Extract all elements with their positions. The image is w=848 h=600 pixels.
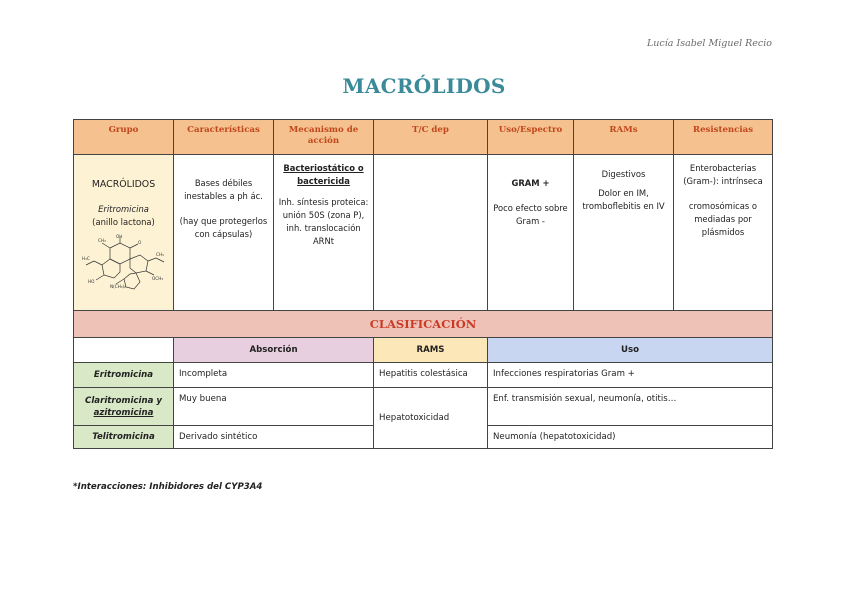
uso-value: Infecciones respiratorias Gram + bbox=[488, 363, 773, 388]
caracteristicas-line2: (hay que protegerlos con cápsulas) bbox=[179, 216, 268, 239]
absorcion-value: Derivado sintético bbox=[174, 426, 374, 449]
column-rams: RAMS bbox=[374, 338, 488, 363]
rams-value: Hepatitis colestásica bbox=[374, 363, 488, 388]
mecanismo-heading: Bacteriostático o bactericida bbox=[283, 163, 364, 186]
cell-rams bbox=[574, 155, 674, 312]
absorcion-value: Incompleta bbox=[174, 363, 374, 388]
svg-text:O: O bbox=[137, 240, 141, 245]
grupo-example: Eritromicina bbox=[98, 204, 149, 214]
header-mecanismo: Mecanismo de acción bbox=[274, 120, 374, 155]
table-body-row bbox=[74, 155, 773, 312]
header-caracteristicas: Características bbox=[174, 120, 274, 155]
drug-claritromicina-azitromicina bbox=[74, 388, 174, 426]
drug-eritromicina: Eritromicina bbox=[74, 363, 174, 388]
page-title: MACRÓLIDOS bbox=[342, 74, 506, 98]
header-tc-dep: T/C dep bbox=[374, 120, 488, 155]
uso-value: Enf. transmisión sexual, neumonía, otitis… bbox=[488, 388, 773, 426]
cell-mecanismo bbox=[274, 155, 374, 312]
drug-telitromicina: Telitromicina bbox=[74, 426, 174, 449]
rams-line2: Dolor en IM, tromboflebitis en IV bbox=[582, 188, 665, 211]
drug-claritromicina: Claritromicina y bbox=[85, 395, 162, 406]
column-uso: Uso bbox=[488, 338, 773, 363]
uso-line1: GRAM + bbox=[511, 178, 550, 188]
clasificacion-table bbox=[73, 310, 773, 449]
grupo-example-note: (anillo lactona) bbox=[92, 217, 155, 227]
svg-text:OH: OH bbox=[115, 234, 122, 239]
cell-uso bbox=[488, 155, 574, 312]
rams-line1: Digestivos bbox=[601, 169, 646, 179]
footnote-interacciones: *Interacciones: Inhibidores del CYP3A4 bbox=[73, 482, 263, 492]
svg-text:N(CH₃)₂: N(CH₃)₂ bbox=[109, 284, 126, 289]
mecanismo-detail: Inh. síntesis proteica: unión 50S (zona P), inh. translocación ARNt bbox=[278, 197, 369, 246]
resistencias-line2: cromosómicas o mediadas por plásmidos bbox=[688, 201, 758, 237]
resistencias-line1: Enterobacterias (Gram-): intrínseca bbox=[683, 163, 763, 186]
erythromycin-structure-image bbox=[80, 234, 168, 292]
empty-corner-cell bbox=[74, 338, 174, 363]
header-rams: RAMs bbox=[574, 120, 674, 155]
svg-text:H₃C: H₃C bbox=[81, 256, 90, 261]
cell-caracteristicas bbox=[174, 155, 274, 312]
header-uso: Uso/Espectro bbox=[488, 120, 574, 155]
macrolidos-table bbox=[73, 119, 773, 312]
clasificacion-header: CLASIFICACIÓN bbox=[74, 311, 773, 338]
drug-azitromicina: azitromicina bbox=[93, 407, 154, 418]
absorcion-value: Muy buena bbox=[174, 388, 374, 426]
svg-text:CH₃: CH₃ bbox=[155, 252, 164, 257]
cell-grupo bbox=[74, 155, 174, 312]
caracteristicas-line1: Bases débiles inestables a ph ác. bbox=[184, 178, 263, 201]
svg-text:CH₃: CH₃ bbox=[97, 238, 106, 243]
table-header-row bbox=[74, 120, 773, 155]
svg-text:HO: HO bbox=[87, 279, 94, 284]
table-row bbox=[74, 388, 773, 426]
uso-line2: Poco efecto sobre Gram - bbox=[493, 203, 568, 226]
cell-resistencias bbox=[674, 155, 773, 312]
header-resistencias: Resistencias bbox=[674, 120, 773, 155]
uso-value: Neumonía (hepatotoxicidad) bbox=[488, 426, 773, 449]
rams-value-merged: Hepatotoxicidad bbox=[374, 388, 488, 449]
table-row bbox=[74, 363, 773, 388]
column-absorcion: Absorción bbox=[174, 338, 374, 363]
header-grupo: Grupo bbox=[74, 120, 174, 155]
author-name: Lucía Isabel Miguel Recio bbox=[646, 38, 772, 49]
cell-tc-dep bbox=[374, 155, 488, 312]
svg-text:OCH₃: OCH₃ bbox=[151, 276, 163, 281]
grupo-name: MACRÓLIDOS bbox=[91, 179, 156, 190]
